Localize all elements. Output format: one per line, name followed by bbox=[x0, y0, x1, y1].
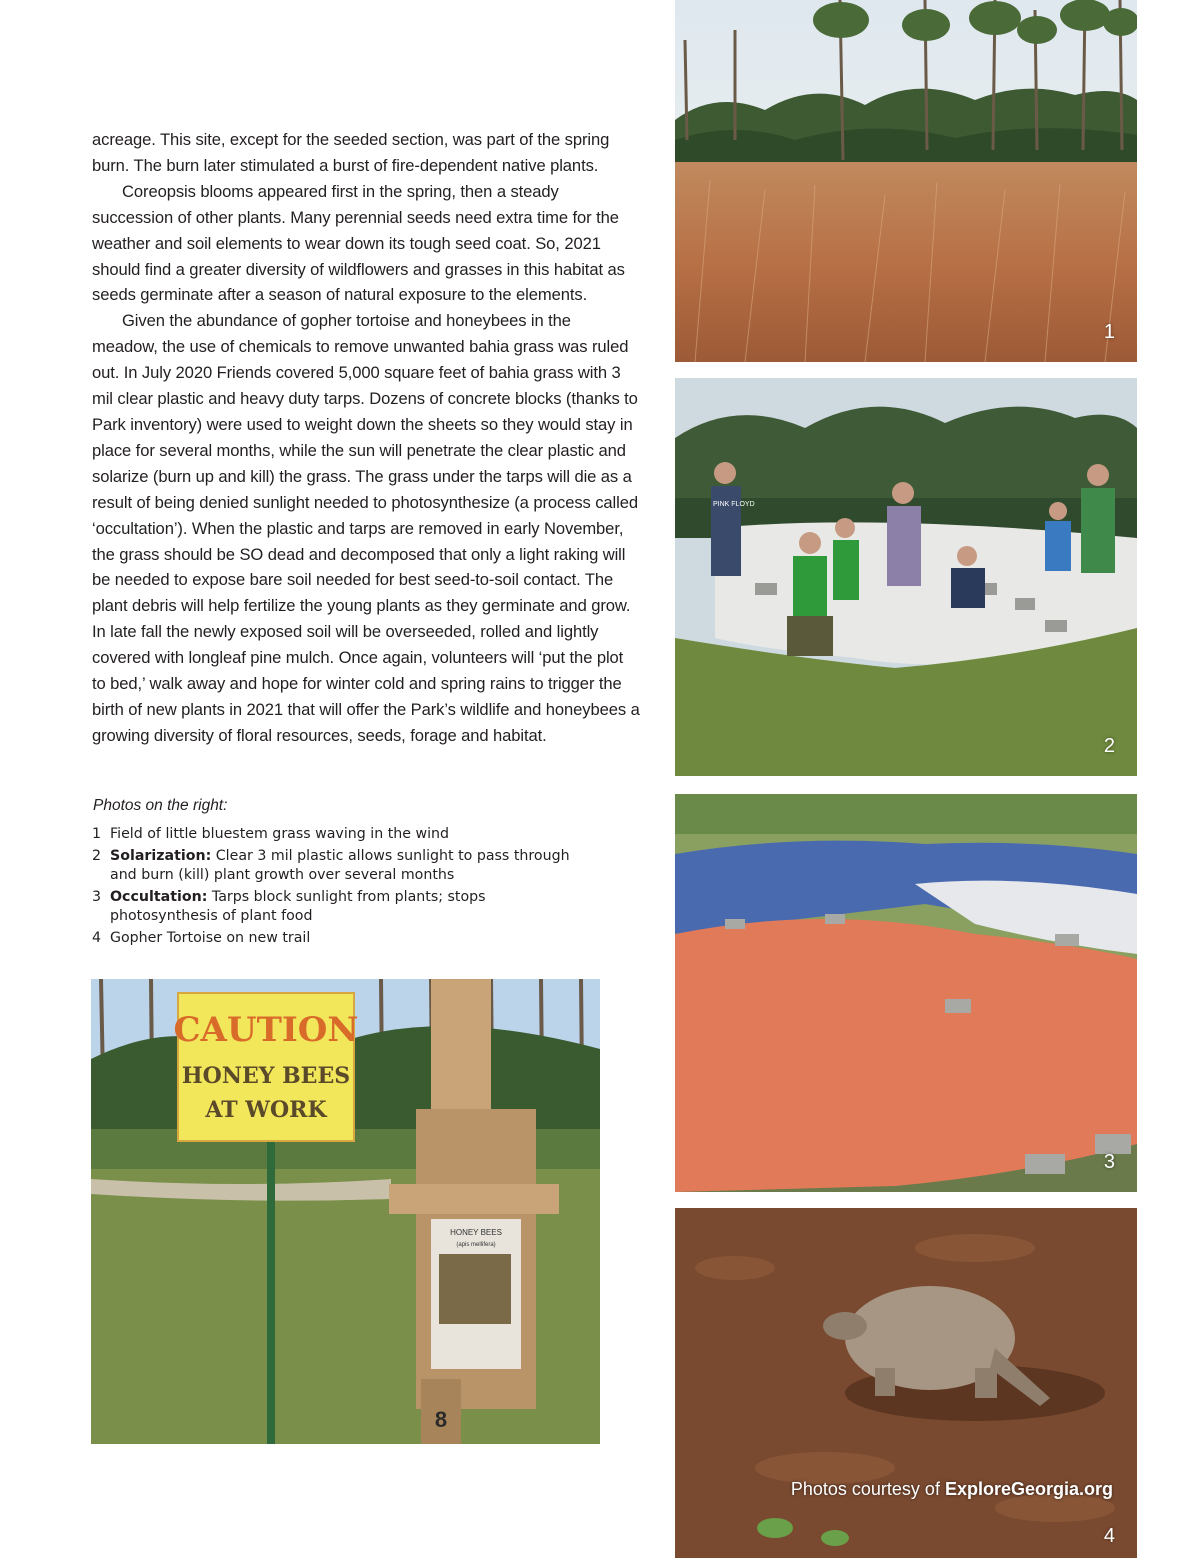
photo-tortoise bbox=[675, 1208, 1137, 1558]
credit-source: ExploreGeorgia.org bbox=[944, 1479, 1113, 1499]
post-number: 8 bbox=[434, 1407, 448, 1432]
caption-text bbox=[110, 847, 592, 885]
paragraph-2: Coreopsis blooms appeared first in the spring, then a steady succession of other plants. Many perennial seeds need extra time for the weather and soil elements to wear down its tough seed coat. So, 2021 should find a greater diversity of wildflowers and grasses in this habitat as seeds germinate after a season of natural exposure to the elements. bbox=[92, 181, 625, 305]
article-body bbox=[92, 127, 640, 749]
paragraph-3: Given the abundance of gopher tortoise and honeybees in the meadow, the use of chemicals to remove unwanted bahia grass was ruled out. In July 2020 Friends covered 5,000 square feet of bahia grass with 3 mil clear plastic and heavy duty tarps. Dozens of concrete blocks (thanks to Park inventory) were used to weight down the sheets so they would stay in place for several months, while the sun will penetrate the clear plastic and solarize (burn up and kill) the grass. The grass under the tarps will die as a result of being denied sunlight needed to photosynthesize (a process called ‘occultation’). When the plastic and tarps are removed in early November, the grass should be SO dead and decomposed that only a light raking will be needed to expose bare soil needed for best seed-to-soil contact. The plant debris will help fertilize the young plants as they germinate and grow. In late fall the newly exposed soil will be overseeded, rolled and lightly covered with longleaf pine mulch. Once again, volunteers will ‘put the plot to bed,’ walk away and hope for winter cold and spring rains to trigger the birth of new plants in 2021 that will offer the Park’s wildlife and honeybees a growing diversity of floral resources, seeds, forage and habitat. bbox=[92, 311, 640, 745]
tarps-image bbox=[675, 794, 1137, 1192]
photo-number-badge: 3 bbox=[1103, 1151, 1115, 1173]
caption-item bbox=[92, 929, 592, 948]
caption-item bbox=[92, 825, 592, 844]
captions-list bbox=[92, 825, 592, 951]
caption-number: 3 bbox=[92, 889, 102, 905]
grass-field-image bbox=[675, 0, 1137, 362]
box-sublabel: (apis mellifera) bbox=[456, 1242, 496, 1248]
caption-body: Tarps block sunlight from plants; stops photosynthesis of plant food bbox=[110, 889, 486, 924]
caption-term: Occultation: bbox=[110, 889, 208, 905]
caption-number: 2 bbox=[92, 848, 102, 864]
photo-credit bbox=[791, 1479, 1113, 1500]
caption-item bbox=[92, 888, 592, 926]
paragraph-1: acreage. This site, except for the seeded section, was part of the spring burn. The burn later stimulated a burst of fire-dependent native plants. bbox=[92, 130, 610, 175]
sign-line2: AT WORK bbox=[205, 1097, 327, 1123]
photo-number-badge: 2 bbox=[1103, 735, 1115, 757]
photo-grass-field bbox=[675, 0, 1137, 362]
caption-body: Gopher Tortoise on new trail bbox=[110, 930, 311, 946]
caption-number: 1 bbox=[92, 826, 102, 842]
photo-number-badge: 1 bbox=[1103, 321, 1115, 343]
shirt-text: PINK FLOYD bbox=[713, 501, 755, 508]
box-label: HONEY BEES bbox=[450, 1228, 502, 1237]
caption-text bbox=[110, 929, 310, 948]
volunteers-image bbox=[675, 378, 1137, 776]
photo-honeybee-sign bbox=[91, 979, 600, 1444]
captions-heading: Photos on the right: bbox=[93, 797, 228, 814]
caption-term: Solarization: bbox=[110, 848, 212, 864]
sign-caution-text: CAUTION bbox=[173, 1010, 359, 1050]
sign-line1: HONEY BEES bbox=[181, 1063, 351, 1089]
photo-tarps bbox=[675, 794, 1137, 1192]
caption-text bbox=[110, 825, 449, 844]
photo-number-badge: 4 bbox=[1103, 1525, 1115, 1547]
caption-number: 4 bbox=[92, 930, 102, 946]
caption-body: Field of little bluestem grass waving in the wind bbox=[110, 826, 450, 842]
caption-item bbox=[92, 847, 592, 885]
tortoise-image bbox=[675, 1208, 1137, 1558]
honeybee-sign-image bbox=[91, 979, 600, 1444]
caption-text bbox=[110, 888, 592, 926]
caption-body: Clear 3 mil plastic allows sunlight to pass through and burn (kill) plant growth over several months bbox=[110, 848, 570, 883]
photo-volunteers bbox=[675, 378, 1137, 776]
credit-prefix: Photos courtesy of bbox=[790, 1479, 945, 1499]
